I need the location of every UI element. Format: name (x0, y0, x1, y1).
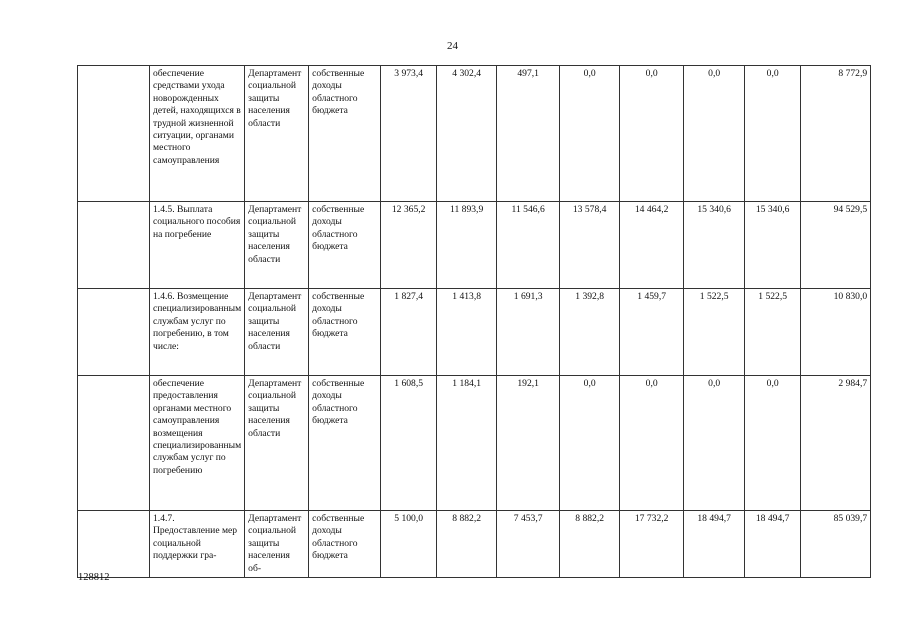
year-value-cell: 12 365,2 (381, 202, 437, 289)
blank-cell (78, 511, 150, 578)
total-cell: 8 772,9 (801, 66, 871, 202)
year-value-cell: 14 464,2 (620, 202, 684, 289)
table-body (78, 66, 871, 578)
year-value-cell: 0,0 (560, 66, 620, 202)
table-row (78, 66, 871, 202)
year-value-cell: 11 546,6 (497, 202, 560, 289)
year-value-cell: 0,0 (560, 376, 620, 511)
year-value-cell: 1 392,8 (560, 289, 620, 376)
department-cell: Департамент социальной защиты населения об- (245, 511, 309, 578)
total-cell: 85 039,7 (801, 511, 871, 578)
year-value-cell: 497,1 (497, 66, 560, 202)
document-code: 128812 (78, 572, 110, 583)
total-cell: 10 830,0 (801, 289, 871, 376)
year-value-cell: 0,0 (684, 376, 745, 511)
year-value-cell: 18 494,7 (745, 511, 801, 578)
blank-cell (78, 202, 150, 289)
table-row (78, 202, 871, 289)
department-cell: Департамент социальной защиты населения области (245, 202, 309, 289)
total-cell: 94 529,5 (801, 202, 871, 289)
year-value-cell: 8 882,2 (437, 511, 497, 578)
year-value-cell: 1 827,4 (381, 289, 437, 376)
year-value-cell: 192,1 (497, 376, 560, 511)
department-cell: Департамент социальной защиты населения области (245, 376, 309, 511)
year-value-cell: 13 578,4 (560, 202, 620, 289)
year-value-cell: 0,0 (684, 66, 745, 202)
blank-cell (78, 66, 150, 202)
funding-source-cell: собственные доходы областного бюджета (309, 511, 381, 578)
measure-name-cell: обеспечение средствами ухода новорожденных детей, находящихся в трудной жизненной ситуации, органами местного самоуправления (150, 66, 245, 202)
year-value-cell: 0,0 (745, 376, 801, 511)
total-cell: 2 984,7 (801, 376, 871, 511)
year-value-cell: 0,0 (620, 66, 684, 202)
year-value-cell: 1 608,5 (381, 376, 437, 511)
blank-cell (78, 289, 150, 376)
year-value-cell: 0,0 (745, 66, 801, 202)
blank-cell (78, 376, 150, 511)
measure-name-cell: 1.4.7. Предоставление мер социальной поддержки гра- (150, 511, 245, 578)
table-row (78, 376, 871, 511)
year-value-cell: 1 459,7 (620, 289, 684, 376)
funding-source-cell: собственные доходы областного бюджета (309, 289, 381, 376)
year-value-cell: 11 893,9 (437, 202, 497, 289)
year-value-cell: 0,0 (620, 376, 684, 511)
year-value-cell: 1 184,1 (437, 376, 497, 511)
department-cell: Департамент социальной защиты населения области (245, 66, 309, 202)
year-value-cell: 8 882,2 (560, 511, 620, 578)
year-value-cell: 1 413,8 (437, 289, 497, 376)
year-value-cell: 15 340,6 (684, 202, 745, 289)
year-value-cell: 7 453,7 (497, 511, 560, 578)
funding-source-cell: собственные доходы областного бюджета (309, 376, 381, 511)
year-value-cell: 1 691,3 (497, 289, 560, 376)
page-number: 24 (447, 40, 458, 52)
year-value-cell: 1 522,5 (745, 289, 801, 376)
table-row (78, 289, 871, 376)
measure-name-cell: 1.4.5. Выплата социального пособия на погребение (150, 202, 245, 289)
year-value-cell: 1 522,5 (684, 289, 745, 376)
budget-table (77, 65, 871, 578)
measure-name-cell: обеспечение предоставления органами местного самоуправления возмещения специализированным службам услуг по погребению (150, 376, 245, 511)
year-value-cell: 3 973,4 (381, 66, 437, 202)
table-row (78, 511, 871, 578)
funding-source-cell: собственные доходы областного бюджета (309, 202, 381, 289)
measure-name-cell: 1.4.6. Возмещение специализированным службам услуг по погребению, в том числе: (150, 289, 245, 376)
year-value-cell: 18 494,7 (684, 511, 745, 578)
year-value-cell: 17 732,2 (620, 511, 684, 578)
year-value-cell: 4 302,4 (437, 66, 497, 202)
year-value-cell: 15 340,6 (745, 202, 801, 289)
funding-source-cell: собственные доходы областного бюджета (309, 66, 381, 202)
year-value-cell: 5 100,0 (381, 511, 437, 578)
department-cell: Департамент социальной защиты населения области (245, 289, 309, 376)
